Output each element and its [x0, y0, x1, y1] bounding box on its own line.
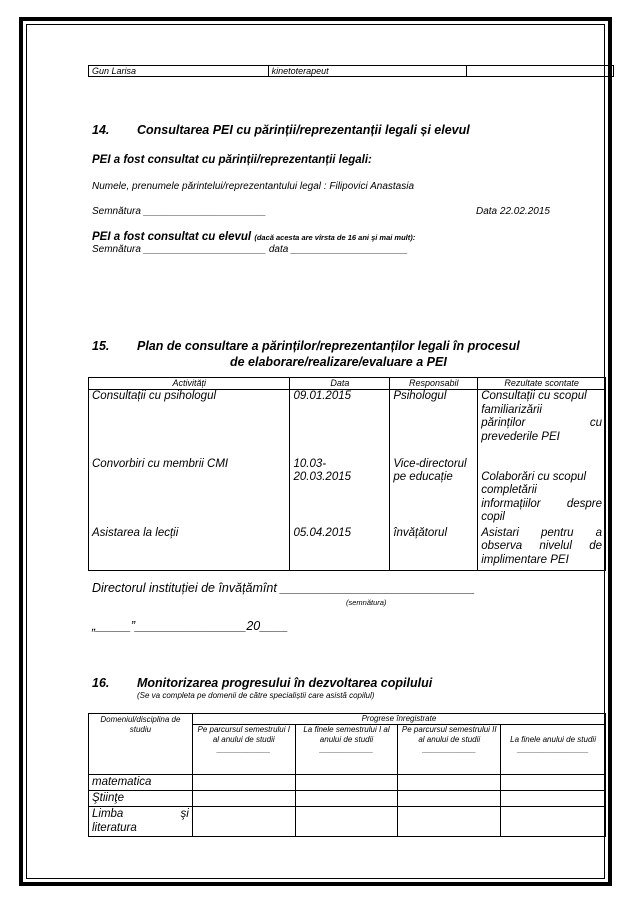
table-row — [89, 390, 606, 458]
s15-date-line: „_____”________________20____ — [92, 619, 289, 633]
header-role: kinetoterapeut — [268, 66, 467, 77]
s15-row1-activity: Consultații cu psihologul — [89, 390, 290, 458]
s16-title: Monitorizarea progresului în dezvoltarea copilului — [137, 676, 433, 690]
s15-row2-result-line: copil — [481, 511, 505, 523]
s15-title-line2: de elaborare/realizare/evaluare a PEI — [230, 355, 447, 369]
s14-student-heading-line — [92, 231, 415, 243]
s15-col-date: Data — [290, 378, 390, 390]
s15-title-line1: Plan de consultare a părinților/reprezentanților legali în procesul — [137, 339, 520, 353]
s16-row-language-line1: Limba şi — [92, 808, 189, 820]
s16-progress-table — [88, 713, 606, 837]
s16-number: 16. — [92, 676, 110, 690]
s16-subcol-4: La finele anului de studii ________________ — [501, 725, 606, 775]
s16-row-language-line2: literatura — [92, 822, 137, 834]
s15-row2-responsible-line: pe educație — [393, 471, 453, 483]
s15-row2-activity: Convorbiri cu membrii CMI — [89, 458, 290, 527]
s15-row1-result-line: Consultații cu scopul — [481, 390, 587, 402]
s15-row1-result-line: părinților cu — [481, 417, 602, 429]
s14-title: Consultarea PEI cu părinții/reprezentanții legali și elevul — [137, 123, 470, 137]
s15-plan-table — [88, 377, 606, 571]
s15-row3-result-line: observa nivelul de — [481, 540, 602, 552]
s15-row1-date: 09.01.2015 — [290, 390, 390, 458]
s15-row2-result-line: Colaborări cu scopul — [481, 470, 587, 483]
s14-date: Data 22.02.2015 — [476, 206, 550, 217]
s15-row1-result-line: prevederile PEI — [481, 430, 560, 443]
s16-col-progress: Progrese înregistrate — [192, 714, 605, 725]
s15-row3-result-line: implimentare PEI — [481, 553, 569, 566]
s15-row2-date-line: 20.03.2015 — [293, 471, 352, 483]
s15-row2-responsible-line: Vice-directorul — [393, 457, 467, 470]
s15-signature-caption: (semnătura) — [346, 598, 387, 607]
s16-note: (Se va completa pe domenii de către specialiștii care asistă copilul) — [137, 691, 375, 700]
s14-parent-name: Numele, prenumele părintelui/reprezentantului legal : Filipovici Anastasia — [92, 181, 415, 192]
s15-col-responsible: Responsabil — [390, 378, 478, 390]
s15-row2-date — [290, 458, 390, 527]
s15-row2-results — [478, 458, 606, 527]
table-row — [89, 791, 606, 807]
s15-row3-results — [478, 527, 606, 571]
s15-row2-result-line: informațiilor despre — [481, 497, 602, 510]
s15-row2-responsible — [390, 458, 478, 527]
header-table — [88, 65, 614, 77]
header-name: Gun Larisa — [89, 66, 269, 77]
s15-row3-result-line: Asistari pentru a — [481, 526, 602, 539]
s15-col-results: Rezultate scontate — [478, 378, 606, 390]
s15-row1-results — [478, 390, 606, 458]
s15-row1-result-line: familiarizării — [481, 403, 542, 416]
s16-row-science: Ştiinţe — [89, 791, 193, 807]
s15-director-line: Directorul instituției de învățămînt ____________________________ — [92, 581, 475, 595]
s15-row3-date: 05.04.2015 — [290, 527, 390, 571]
s16-row-math: matematica — [89, 775, 193, 791]
s14-number: 14. — [92, 123, 110, 137]
table-row — [89, 458, 606, 527]
s14-student-heading: PEI a fost consultat cu elevul — [92, 231, 252, 243]
s15-number: 15. — [92, 339, 110, 353]
s16-subcol-3: Pe parcursul semestrului II al anului de studii ____________ — [398, 725, 501, 775]
s15-col-activity: Activități — [89, 378, 290, 390]
s14-student-note: (dacă acesta are vîrsta de 16 ani şi mai mult): — [254, 233, 416, 242]
table-row — [89, 527, 606, 571]
s16-subcol-1: Pe parcursul semestrului I al anului de studii ____________ — [192, 725, 295, 775]
s15-row3-responsible: învățătorul — [390, 527, 478, 571]
header-extra — [467, 66, 614, 77]
s15-row3-activity: Asistarea la lecții — [89, 527, 290, 571]
s14-student-signature: Semnătura ______________________ data _____________________ — [92, 244, 408, 255]
s15-row2-date-line: 10.03- — [293, 457, 327, 470]
s16-col-domain: Domeniul/disciplina de studiu — [89, 714, 193, 775]
s15-row1-responsible: Psihologul — [390, 390, 478, 458]
s14-signature: Semnătura ______________________ — [92, 206, 267, 217]
s14-parents-heading: PEI a fost consultat cu părinții/reprezentanții legali: — [92, 154, 372, 166]
table-row — [89, 775, 606, 791]
table-row — [89, 807, 606, 837]
s16-subcol-2: La finele semestrului I al anului de studii ____________ — [295, 725, 398, 775]
s15-row2-result-line: completării — [481, 484, 537, 496]
s16-row-language — [89, 807, 193, 837]
